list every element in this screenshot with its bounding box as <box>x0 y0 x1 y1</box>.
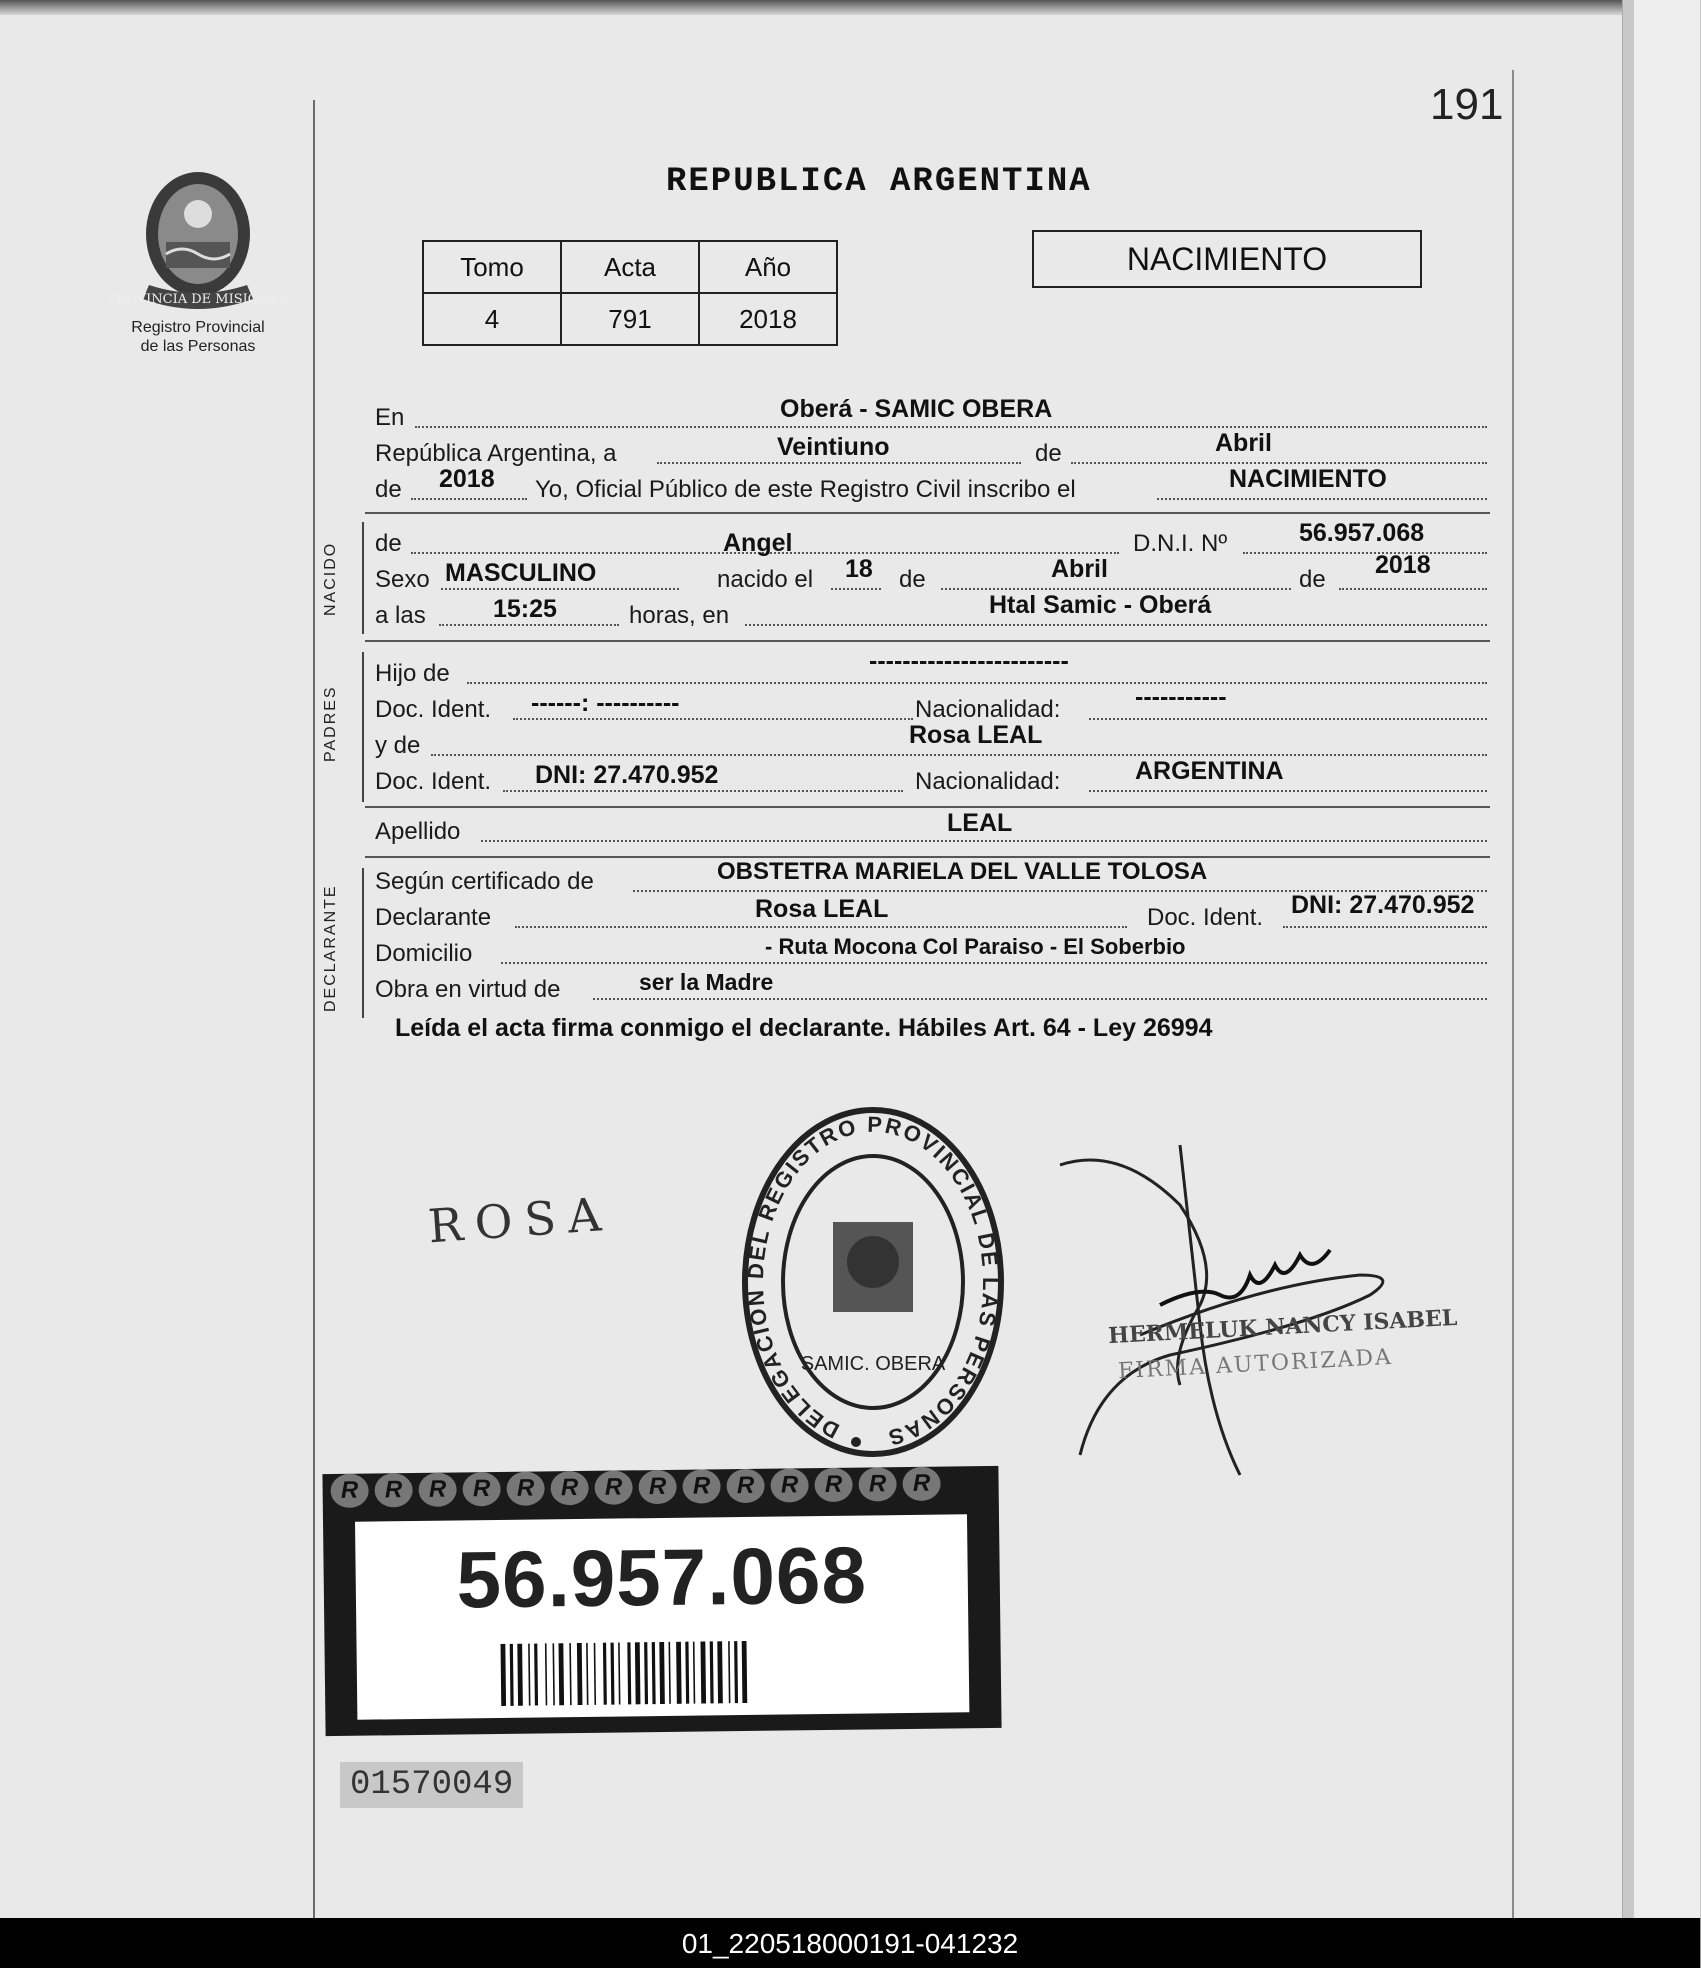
birth-day: 18 <box>845 555 873 583</box>
dotted-line <box>657 462 1021 464</box>
line-obra <box>375 969 1487 1008</box>
declarante-side-label: DECLARANTE <box>322 884 339 1012</box>
obra-label: Obra en virtud de <box>375 976 561 1003</box>
line-hijo-de <box>375 647 1487 692</box>
apellido-label: Apellido <box>375 818 461 845</box>
mother-name: Rosa LEAL <box>909 721 1043 749</box>
republica-label: República Argentina, a <box>375 440 617 467</box>
dotted-line <box>1157 498 1487 500</box>
registration-day: Veintiuno <box>777 433 890 461</box>
id-barcode-sticker <box>322 1466 1001 1736</box>
de-label: de <box>1035 440 1062 467</box>
y-de-label: y de <box>375 732 421 759</box>
handwritten-signature-name: ROSA <box>426 1186 615 1254</box>
signer-role: FIRMA AUTORIZADA <box>1117 1344 1394 1385</box>
declarant-name: Rosa LEAL <box>755 895 889 923</box>
de-label: de <box>375 476 402 503</box>
child-name: Angel <box>723 529 793 557</box>
registry-table-header-row <box>423 241 837 293</box>
dotted-line <box>593 998 1487 1000</box>
sticker-pattern-r: R <box>374 1473 412 1507</box>
surname: LEAL <box>947 809 1013 837</box>
line-y-de <box>375 721 1487 764</box>
registry-table <box>422 240 838 346</box>
line-apellido <box>375 809 1487 850</box>
en-label: En <box>375 404 405 431</box>
father-nationality: ----------- <box>1135 683 1227 711</box>
barcode-icon <box>496 1638 837 1708</box>
child-sex: MASCULINO <box>445 559 597 587</box>
logo-seal-text: PROVINCIA DE MISIONES <box>107 292 289 307</box>
dotted-line <box>941 588 1291 590</box>
dotted-line <box>1089 718 1487 720</box>
dotted-line <box>1283 926 1487 928</box>
nacido-side-label: NACIDO <box>322 541 339 616</box>
dotted-line <box>831 588 881 590</box>
declarante-label: Declarante <box>375 904 492 931</box>
act-type-box: NACIMIENTO <box>1032 230 1422 288</box>
registry-header-acta: Acta <box>561 241 699 293</box>
line-declarante <box>375 891 1487 936</box>
declarant-relationship: ser la Madre <box>639 969 774 995</box>
nacido-side-bar <box>362 522 364 634</box>
section-divider <box>365 512 1490 514</box>
page-title: REPUBLICA ARGENTINA <box>666 163 1092 201</box>
page-stack-edge-light <box>1634 0 1700 1918</box>
dotted-line <box>411 498 527 500</box>
line-hora <box>375 591 1487 634</box>
declarant-doc: DNI: 27.470.952 <box>1291 891 1475 919</box>
declarant-address: - Ruta Mocona Col Paraiso - El Soberbio <box>765 934 1186 959</box>
sexo-label: Sexo <box>375 566 430 593</box>
sticker-pattern-r: R <box>550 1471 588 1505</box>
form-right-border <box>1512 70 1514 1920</box>
section-divider <box>365 806 1490 808</box>
nacionalidad-label: Nacionalidad: <box>915 696 1061 723</box>
act-inscribed: NACIMIENTO <box>1229 465 1387 493</box>
de-label: de <box>899 566 926 593</box>
sticker-pattern-r: R <box>506 1471 544 1505</box>
hijo-de-label: Hijo de <box>375 660 450 687</box>
dotted-line <box>415 426 1487 428</box>
document-scan-id: 01_220518000191-041232 <box>681 1928 1019 1959</box>
logo-caption-line1: Registro Provincial <box>131 319 265 336</box>
dotted-line <box>1339 588 1487 590</box>
mother-nationality: ARGENTINA <box>1135 757 1284 785</box>
signer-name: HERMELUK NANCY ISABEL <box>1107 1304 1458 1350</box>
dni-label: D.N.I. Nº <box>1133 530 1228 557</box>
registry-value-tomo: 4 <box>423 293 561 345</box>
registration-year: 2018 <box>439 465 495 493</box>
mother-doc: DNI: 27.470.952 <box>535 761 719 789</box>
top-edge-shadow <box>0 0 1622 14</box>
sticker-pattern-r: R <box>638 1470 676 1504</box>
domicilio-label: Domicilio <box>375 940 473 967</box>
dotted-line <box>481 840 1487 842</box>
sticker-pattern-r: R <box>770 1468 808 1502</box>
birth-time: 15:25 <box>493 595 557 623</box>
dotted-line <box>441 588 679 590</box>
line-child-name <box>375 519 1487 562</box>
sticker-pattern-r: R <box>814 1468 852 1502</box>
section-divider <box>365 640 1490 642</box>
form-left-border <box>313 100 315 1920</box>
official-seal-stamp <box>738 1102 1008 1472</box>
de-label: de <box>1299 566 1326 593</box>
birth-month: Abril <box>1051 555 1108 583</box>
doc-ident-label: Doc. Ident. <box>375 696 492 723</box>
line-doc-mother <box>375 757 1487 800</box>
dotted-line <box>513 718 913 720</box>
doc-ident-label: Doc. Ident. <box>1147 904 1264 931</box>
seal-ring-text: DELEGACIÓN DEL REGISTRO PROVINCIAL DE LAS PERSONAS <box>742 1111 1004 1451</box>
sticker-pattern-r: R <box>462 1472 500 1506</box>
sticker-inner-panel <box>355 1514 969 1719</box>
father-doc: ------: ---------- <box>531 689 680 717</box>
page-number: 191 <box>1430 80 1504 129</box>
sticker-pattern-r: R <box>726 1469 764 1503</box>
birth-year: 2018 <box>1375 551 1431 579</box>
de-label: de <box>375 530 402 557</box>
logo-caption <box>118 318 278 356</box>
a-las-label: a las <box>375 602 426 629</box>
dotted-line <box>1089 790 1487 792</box>
registry-header-tomo: Tomo <box>423 241 561 293</box>
registration-month: Abril <box>1215 429 1272 457</box>
father-name: ------------------------ <box>869 647 1069 675</box>
seal-inner-text: SAMIC. OBERA <box>800 1353 946 1375</box>
dotted-line <box>431 754 1487 756</box>
dotted-line <box>515 926 1127 928</box>
dotted-line <box>1071 462 1487 464</box>
misiones-coat-of-arms-icon <box>107 164 289 314</box>
sticker-pattern-r: R <box>858 1467 896 1501</box>
sticker-pattern-r: R <box>330 1474 368 1508</box>
registration-place: Oberá - SAMIC OBERA <box>780 395 1053 423</box>
certificado-label: Según certificado de <box>375 868 594 895</box>
line-domicilio <box>375 936 1487 972</box>
serial-number: 01570049 <box>340 1762 523 1808</box>
dotted-line <box>467 682 1487 684</box>
line-en <box>375 395 1487 436</box>
dotted-line <box>1243 552 1487 554</box>
doc-ident-label: Doc. Ident. <box>375 768 492 795</box>
registry-header-anio: Año <box>699 241 837 293</box>
dotted-line <box>439 624 619 626</box>
sticker-pattern-r: R <box>418 1473 456 1507</box>
horas-label: horas, en <box>629 602 730 629</box>
declarante-side-bar <box>362 868 364 1018</box>
dni-number: 56.957.068 <box>455 1530 868 1625</box>
dotted-line <box>503 790 903 792</box>
nacionalidad-label: Nacionalidad: <box>915 768 1061 795</box>
sticker-pattern-r: R <box>594 1470 632 1504</box>
sticker-pattern-r: R <box>902 1467 940 1501</box>
nacido-el-label: nacido el <box>717 566 814 593</box>
sticker-pattern-r: R <box>682 1469 720 1503</box>
registry-table-value-row <box>423 293 837 345</box>
padres-side-label: PADRES <box>322 685 339 762</box>
logo-caption-line2: de las Personas <box>140 338 256 355</box>
dotted-line <box>501 962 1487 964</box>
dotted-line <box>745 624 1487 626</box>
sticker-pattern-row <box>322 1466 1006 1514</box>
registry-value-acta: 791 <box>561 293 699 345</box>
line-sexo <box>375 551 1487 598</box>
child-dni: 56.957.068 <box>1299 519 1425 547</box>
legal-footnote: Leída el acta firma conmigo el declarante. Hábiles Art. 64 - Ley 26994 <box>395 1014 1213 1042</box>
certificate-issuer: OBSTETRA MARIELA DEL VALLE TOLOSA <box>717 858 1208 885</box>
registry-logo <box>107 164 289 356</box>
registry-value-anio: 2018 <box>699 293 837 345</box>
padres-side-bar <box>362 652 364 802</box>
oficial-text: Yo, Oficial Público de este Registro Civil inscribo el <box>535 476 1076 503</box>
birth-place: Htal Samic - Oberá <box>989 591 1212 619</box>
line-oficial <box>375 465 1487 508</box>
